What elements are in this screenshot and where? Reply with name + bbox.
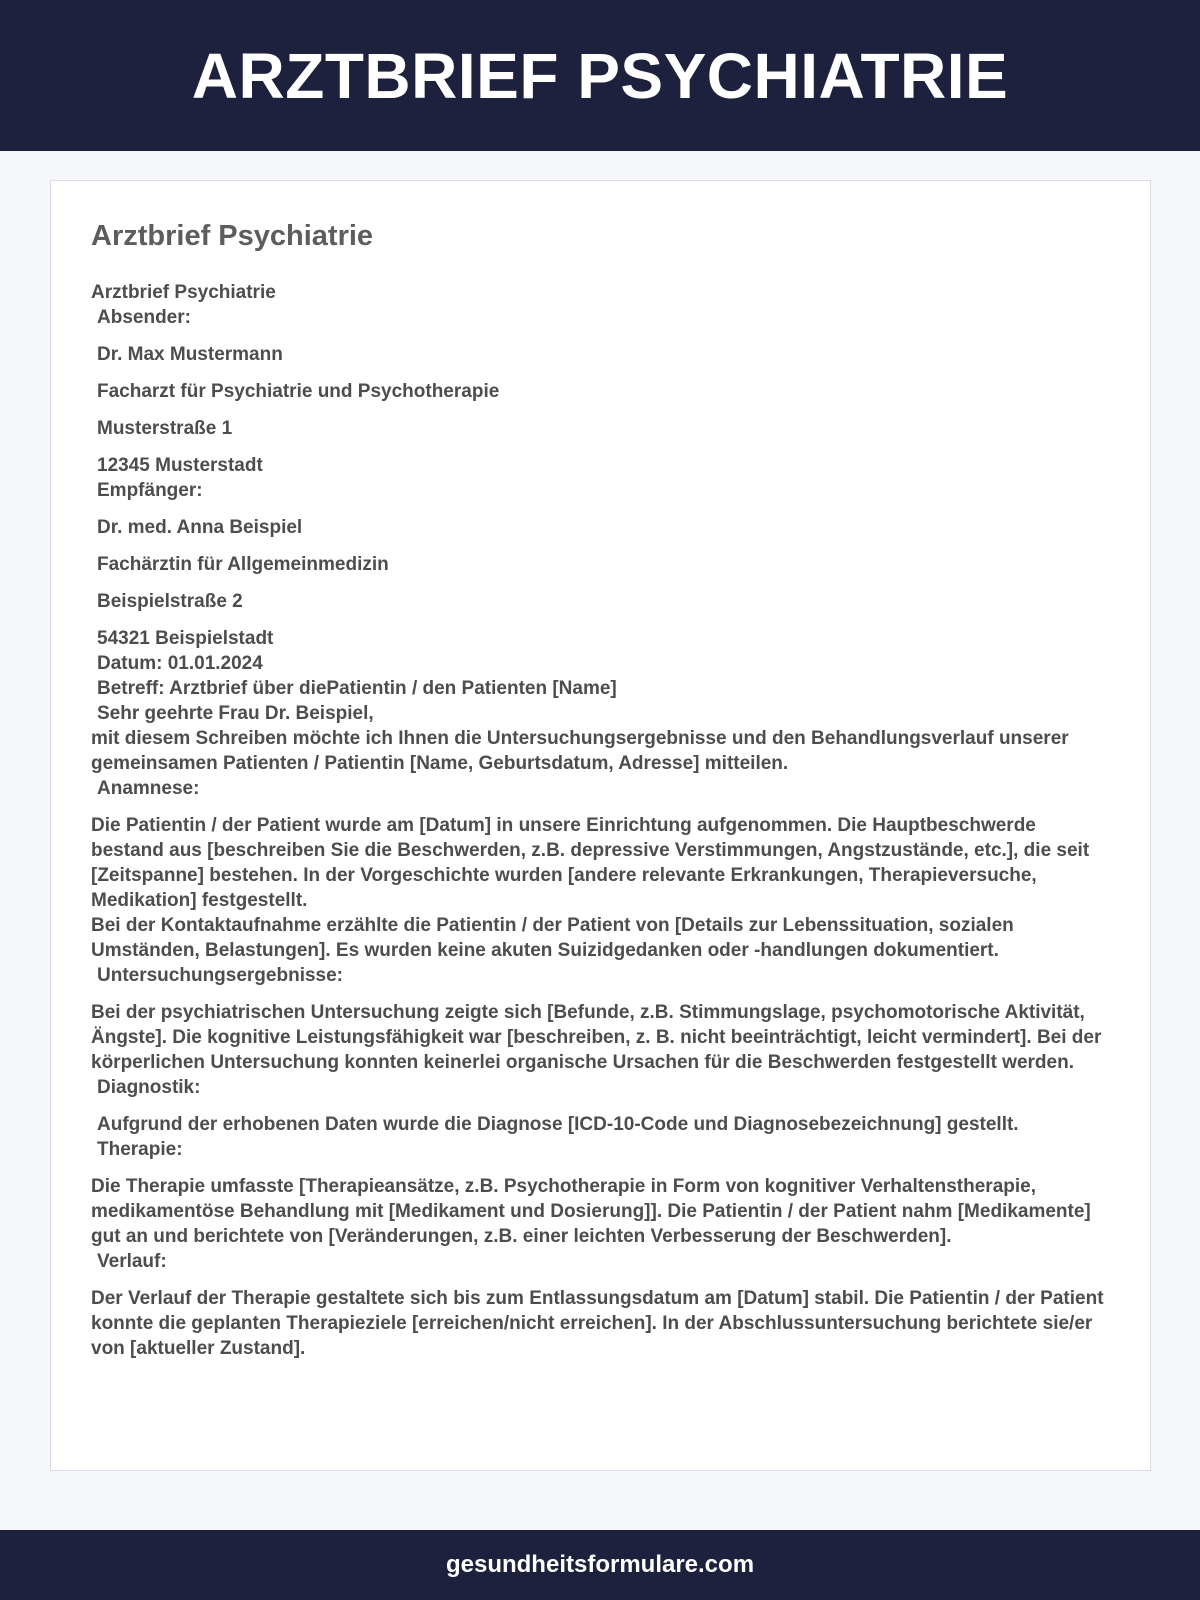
section-label-verlauf: Verlauf:: [97, 1250, 167, 1272]
recipient-name: Dr. med. Anna Beispiel: [97, 516, 303, 538]
letter-date: Datum: 01.01.2024: [97, 652, 263, 674]
page-title: ARZTBRIEF PSYCHIATRIE: [191, 39, 1009, 112]
section-text-diagnostik: Aufgrund der erhobenen Daten wurde die Diagnose [ICD-10-Code und Diagnosebezeichnung] gestellt.: [97, 1113, 1019, 1135]
section-text-therapie: Die Therapie umfasste [Therapieansätze, z.B. Psychotherapie in Form von kognitiver Verhaltenstherapie, medikamentöse Behandlung mit [Medikament und Dosierung]]. Die Patientin / der Patient nahm [Medikamente] gut an und berichtete von [Veränderungen, z.B. einer leichten Verbesserung der Beschwerden].: [91, 1175, 1091, 1247]
section-text-untersuchung: Bei der psychiatrischen Untersuchung zeigte sich [Befunde, z.B. Stimmungslage, psychomotorische Aktivität, Ängste]. Die kognitive Leistungsfähigkeit war [beschreiben, z. B. nicht beeinträchtigt, leicht vermindert]. Bei der körperlichen Untersuchung konnten keinerlei organische Ursachen für die Beschwerden festgestellt werden.: [91, 1001, 1102, 1073]
letter-subject: Betreff: Arztbrief über diePatientin / den Patienten [Name]: [97, 677, 617, 699]
sender-street: Musterstraße 1: [97, 417, 233, 439]
letter-salutation: Sehr geehrte Frau Dr. Beispiel,: [97, 702, 374, 724]
section-text-verlauf: Der Verlauf der Therapie gestaltete sich bis zum Entlassungsdatum am [Datum] stabil. Die Patientin / der Patient konnte die geplanten Therapieziele [erreichen/nicht erreichen]. In der Abschlussuntersuchung berichtete sie/er von [aktueller Zustand].: [91, 1287, 1104, 1359]
document-heading: Arztbrief Psychiatrie: [91, 220, 374, 252]
page-footer: [0, 1530, 1200, 1600]
recipient-label: Empfänger:: [97, 479, 203, 501]
sender-label: Absender:: [97, 306, 191, 328]
recipient-street: Beispielstraße 2: [97, 590, 243, 612]
letter-body: [91, 280, 1110, 1361]
section-text-anamnese-2: Bei der Kontaktaufnahme erzählte die Patientin / der Patient von [Details zur Lebenssituation, sozialen Umständen, Belastungen]. Es wurden keine akuten Suizidgedanken oder -handlungen dokumentiert.: [91, 914, 1014, 961]
document-card: [50, 180, 1151, 1471]
section-label-therapie: Therapie:: [97, 1138, 183, 1160]
sender-name: Dr. Max Mustermann: [97, 343, 283, 365]
recipient-city: 54321 Beispielstadt: [97, 627, 274, 649]
sender-city: 12345 Musterstadt: [97, 454, 263, 476]
section-label-untersuchung: Untersuchungsergebnisse:: [97, 964, 343, 986]
footer-site-name: gesundheitsformulare.com: [445, 1551, 755, 1578]
section-text-anamnese-1: Die Patientin / der Patient wurde am [Datum] in unsere Einrichtung aufgenommen. Die Hauptbeschwerde bestand aus [beschreiben Sie die Beschwerden, z.B. depressive Verstimmungen, Angstzustände, etc.], die seit [Zeitspanne] bestehen. In der Vorgeschichte wurden [andere relevante Erkrankungen, Therapieversuche, Medikation] festgestellt.: [91, 814, 1090, 911]
letter-intro: mit diesem Schreiben möchte ich Ihnen die Untersuchungsergebnisse und den Behandlungsverlauf unserer gemeinsamen Patienten / Patientin [Name, Geburtsdatum, Adresse] mitteilen.: [91, 727, 1069, 774]
sender-title: Facharzt für Psychiatrie und Psychotherapie: [97, 380, 500, 402]
section-label-anamnese: Anamnese:: [97, 777, 200, 799]
recipient-title: Fachärztin für Allgemeinmedizin: [97, 553, 389, 575]
letter-title: Arztbrief Psychiatrie: [91, 281, 276, 303]
section-label-diagnostik: Diagnostik:: [97, 1076, 201, 1098]
page-header: [0, 0, 1200, 151]
